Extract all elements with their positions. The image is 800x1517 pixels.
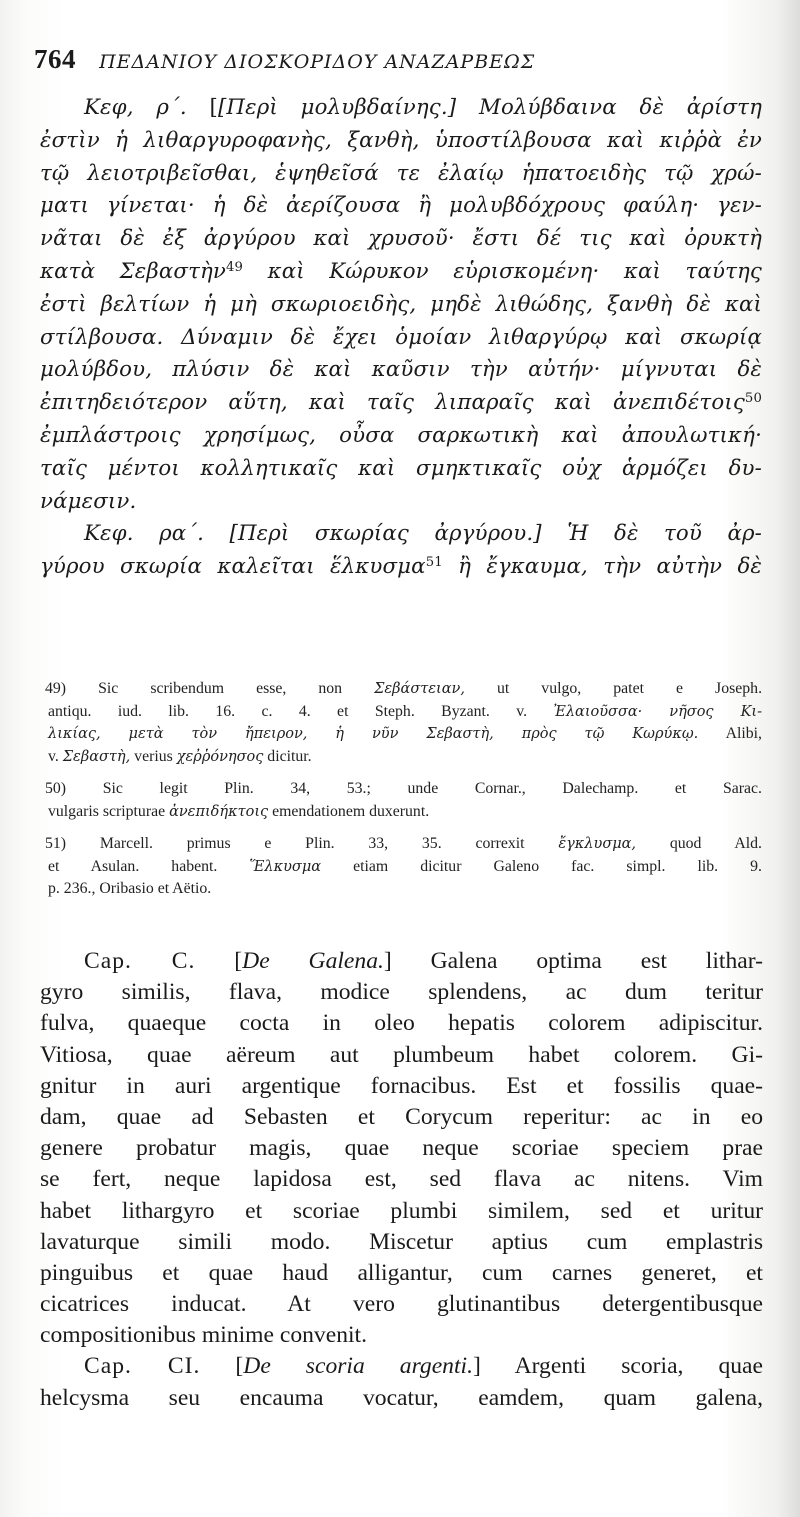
chapter-number: Κεφ. ρα΄. (84, 521, 205, 547)
footnote-marker: 49 (226, 259, 244, 275)
greek-line: τῷ λειοτριβεῖσθαι, ἑψηθεῖσά τε ἐλαίῳ ἡπατοειδὴς τῷ χρώ- (40, 160, 762, 186)
greek-line: γύρου σκωρία καλεῖται ἕλκυσμα$^{51}$ ἢ ἔγκαυμα, τὴν αὐτὴν δὲ (40, 554, 762, 580)
latin-line: gyro similis, flava, modice splendens, ac dum teritur (40, 979, 763, 1006)
latin-line: Cap. C. [De Galena.] Galena optima est lithar- (84, 948, 763, 974)
greek-line: μολύβδου, πλύσιν δὲ καὶ καῦσιν τὴν αὐτήν· μίγνυται δὲ (40, 357, 762, 383)
footnote-51: 51) Marcell. primus e Plin. 33, 35. correxit ἔγκλυσμα, quod Ald. et Asulan. habent. Ἕλκυσμα etiam dicitur Galeno fac. simpl. lib. 9. p. 236., Oribasio et Aëtio. (45, 835, 763, 897)
greek-line: ἐμπλάστροις χρησίμως, οὖσα σαρκωτικὴ καὶ ἀπουλωτική· (40, 422, 762, 448)
footnote-49: 49) Sic scribendum esse, non Σεβάστειαν, ut vulgo, patet e Joseph. antiqu. iud. lib. 16. c. 4. et Steph. Byzant. v. Ἐλαιοῦσσα· νῆσος Κι- λικίας, μετὰ τὸν ἤπειρον, ἡ νῦν Σεβαστὴ, πρὸς τῷ Κωρύκῳ. Alibi, v. Σεβαστὴ, verius χεῤῥόνησος dicitur. (45, 680, 763, 765)
latin-line: compositionibus minime convenit. (40, 1322, 368, 1349)
chapter-number: Cap. CI. (84, 1353, 201, 1380)
latin-line: helcysma seu encauma vocatur, eamdem, quam galena, (40, 1384, 763, 1411)
greek-line: ἐστὶ βελτίων ἡ μὴ σκωριοειδὴς, μηδὲ λιθώδης, ξανθὴ δὲ καὶ (40, 291, 762, 317)
greek-line: ταῖς μέντοι κολλητικαῖς καὶ σμηκτικαῖς οὐχ ἁρμόζει δυ- (40, 455, 762, 481)
latin-line: genere probatur magis, quae neque scoriae speciem prae (40, 1135, 763, 1162)
footnote-number: 49) (45, 680, 67, 697)
chapter-heading: [Περὶ μολυβδαίνης.] (217, 95, 457, 120)
latin-line: Cap. CI. [De scoria argenti.] Argenti scoria, quae (84, 1353, 763, 1380)
greek-line: στίλβουσα. Δύναμιν δὲ ἔχει ὁμοίαν λιθαργύρῳ καὶ σκωρίᾳ (40, 324, 762, 350)
greek-text-block (40, 92, 762, 584)
greek-line: ἐστὶν ἡ λιθαργυροφανὴς, ξανθὴ, ὑποστίλβουσα καὶ κιῤῥὰ ἐν (40, 127, 762, 153)
greek-line: Κεφ. ρα΄. [Περὶ σκωρίας ἀργύρου.] Ἡ δὲ τοῦ ἀρ- (84, 521, 762, 547)
chapter-heading: De scoria argenti. (243, 1353, 473, 1380)
chapter-number: Cap. C. (84, 948, 196, 974)
greek-line: νάμεσιν. (40, 488, 137, 514)
footnote-number: 50) (45, 780, 67, 797)
running-head (34, 44, 774, 78)
footnote-marker: 50 (744, 390, 762, 406)
latin-line: habet lithargyro et scoriae plumbi similem, sed et uritur (40, 1197, 763, 1224)
latin-text-block (40, 946, 763, 1414)
running-title: ΠΕΔΑΝΙΟΥ ΔΙΟΣΚΟΡΙΔΟΥ ΑΝΑΖΑΡΒΕΩΣ (99, 51, 536, 73)
footnote-number: 51) (45, 835, 67, 852)
latin-line: Vitiosa, quae aëreum aut plumbeum habet colorem. Gi- (40, 1041, 763, 1068)
latin-line: cicatrices inducat. At vero glutinantibus detergentibusque (40, 1291, 763, 1318)
page-number: 764 (34, 44, 76, 74)
chapter-number: Κεφ, ρ΄. (84, 95, 187, 120)
greek-line: ματι γίνεται· ἡ δὲ ἀερίζουσα ἢ μολυβδόχρους φαύλη· γεν- (40, 193, 762, 219)
latin-line: pinguibus et quae haud alligantur, cum carnes generet, et (40, 1259, 763, 1286)
latin-line: se fert, neque lapidosa est, sed flava ac nitens. Vim (40, 1166, 763, 1193)
latin-line: fulva, quaeque cocta in oleo hepatis colorem adipiscitur. (40, 1010, 763, 1037)
footnote-50: 50) Sic legit Plin. 34, 53.; unde Cornar., Dalechamp. et Sarac. vulgaris scripturae ἀνεπιδήκτοις emendationem duxerunt. (45, 780, 762, 820)
chapter-heading: [Περὶ σκωρίας ἀργύρου.] (229, 521, 542, 547)
latin-line: lavaturque simili modo. Miscetur aptius cum emplastris (40, 1228, 763, 1255)
greek-line: νᾶται δὲ ἐξ ἀργύρου καὶ χρυσοῦ· ἔστι δέ τις καὶ ὀρυκτὴ (40, 226, 762, 252)
footnotes (45, 678, 763, 911)
greek-line: ἐπιτηδειότερον αὕτη, καὶ ταῖς λιπαραῖς καὶ ἀνεπιδέτοις$^{50}$ (40, 390, 762, 416)
latin-line: gnitur in auri argentique fornacibus. Est et fossilis quae- (40, 1072, 763, 1099)
greek-line: Κεφ, ρ΄. [[Περὶ μολυβδαίνης.] Μολύβδαινα δὲ ἀρίστη (84, 95, 762, 120)
chapter-heading: De Galena. (242, 948, 384, 974)
latin-line: dam, quae ad Sebasten et Corycum reperitur: ac in eo (40, 1103, 763, 1130)
greek-line: κατὰ Σεβαστὴν$^{49}$ καὶ Κώρυκον εὑρισκομένη· καὶ ταύτης (40, 258, 762, 284)
footnote-marker: 51 (425, 554, 443, 570)
